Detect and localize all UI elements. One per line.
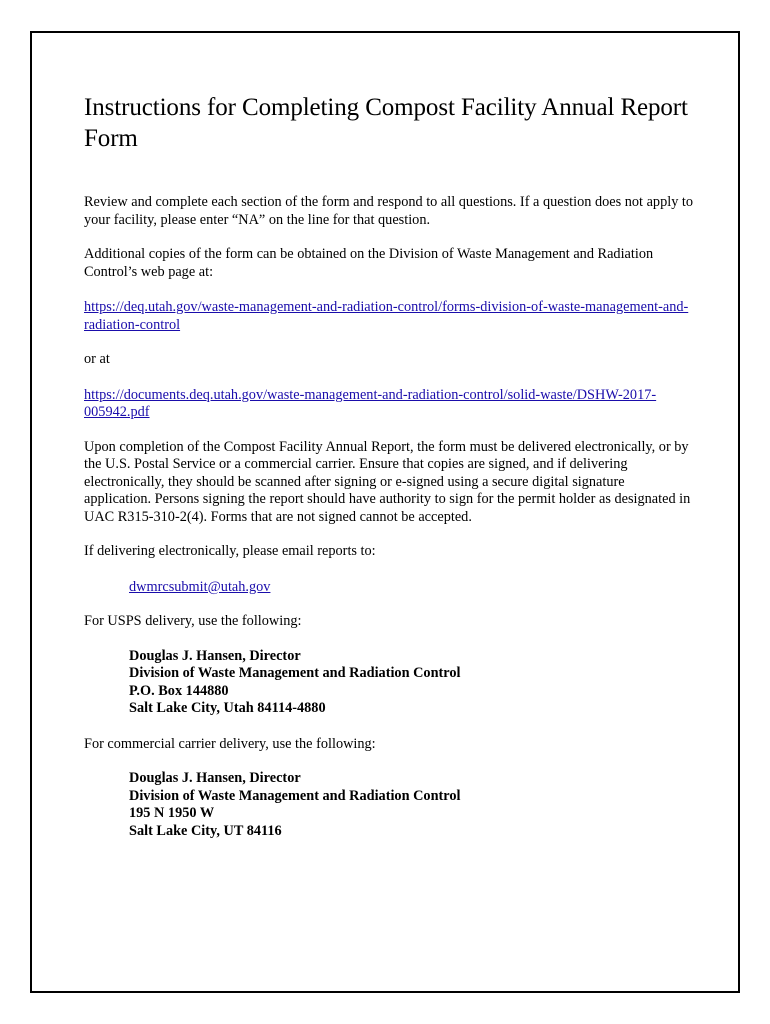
pdf-document-link[interactable]: https://documents.deq.utah.gov/waste-management-and-radiation-control/solid-waste/DSHW-2017-005942.pdf bbox=[84, 386, 657, 420]
usps-address-box: P.O. Box 144880 bbox=[129, 682, 229, 699]
pdf-link-paragraph bbox=[84, 387, 694, 422]
commercial-intro-text: For commercial carrier delivery, use the following: bbox=[84, 735, 376, 752]
intro-paragraph: Review and complete each section of the form and respond to all questions. If a question does not apply to your facility, please enter “NA” on the line for that question. bbox=[84, 194, 694, 228]
email-link[interactable]: dwmrcsubmit@utah.gov bbox=[129, 578, 271, 595]
email-paragraph bbox=[84, 579, 694, 597]
page-title: Instructions for Completing Compost Facility Annual Report Form bbox=[84, 94, 688, 152]
commercial-address-block bbox=[84, 770, 694, 840]
usps-address-name: Douglas J. Hansen, Director bbox=[129, 647, 301, 664]
usps-address-city: Salt Lake City, Utah 84114-4880 bbox=[129, 700, 326, 716]
forms-page-link[interactable]: https://deq.utah.gov/waste-management-and-radiation-control/forms-division-of-waste-management-and-radiation-control bbox=[84, 299, 689, 333]
copies-paragraph: Additional copies of the form can be obtained on the Division of Waste Management and Radiation Control’s web page at: bbox=[84, 246, 654, 280]
completion-paragraph: Upon completion of the Compost Facility Annual Report, the form must be delivered electronically, or by the U.S. Postal Service or a commercial carrier. Ensure that copies are signed, and if delivering electronically, they should be scanned after signing or e-signed using a secure digital signature application. Persons signing the report should have authority to sign for the permit holder as designated in UAC R315-310-2(4). Forms that are not signed cannot be accepted. bbox=[84, 438, 691, 525]
or-at-text: or at bbox=[84, 351, 110, 367]
usps-address-division: Division of Waste Management and Radiation Control bbox=[129, 665, 461, 681]
email-intro-text: If delivering electronically, please email reports to: bbox=[84, 543, 376, 559]
usps-intro-text: For USPS delivery, use the following: bbox=[84, 613, 302, 629]
commercial-address-division: Division of Waste Management and Radiation Control bbox=[129, 787, 461, 804]
commercial-address-name: Douglas J. Hansen, Director bbox=[129, 770, 301, 786]
document-content bbox=[84, 92, 694, 840]
commercial-address-street: 195 N 1950 W bbox=[129, 805, 215, 821]
usps-address-block bbox=[84, 648, 694, 718]
commercial-address-city: Salt Lake City, UT 84116 bbox=[129, 822, 282, 839]
forms-link-paragraph bbox=[84, 299, 694, 334]
